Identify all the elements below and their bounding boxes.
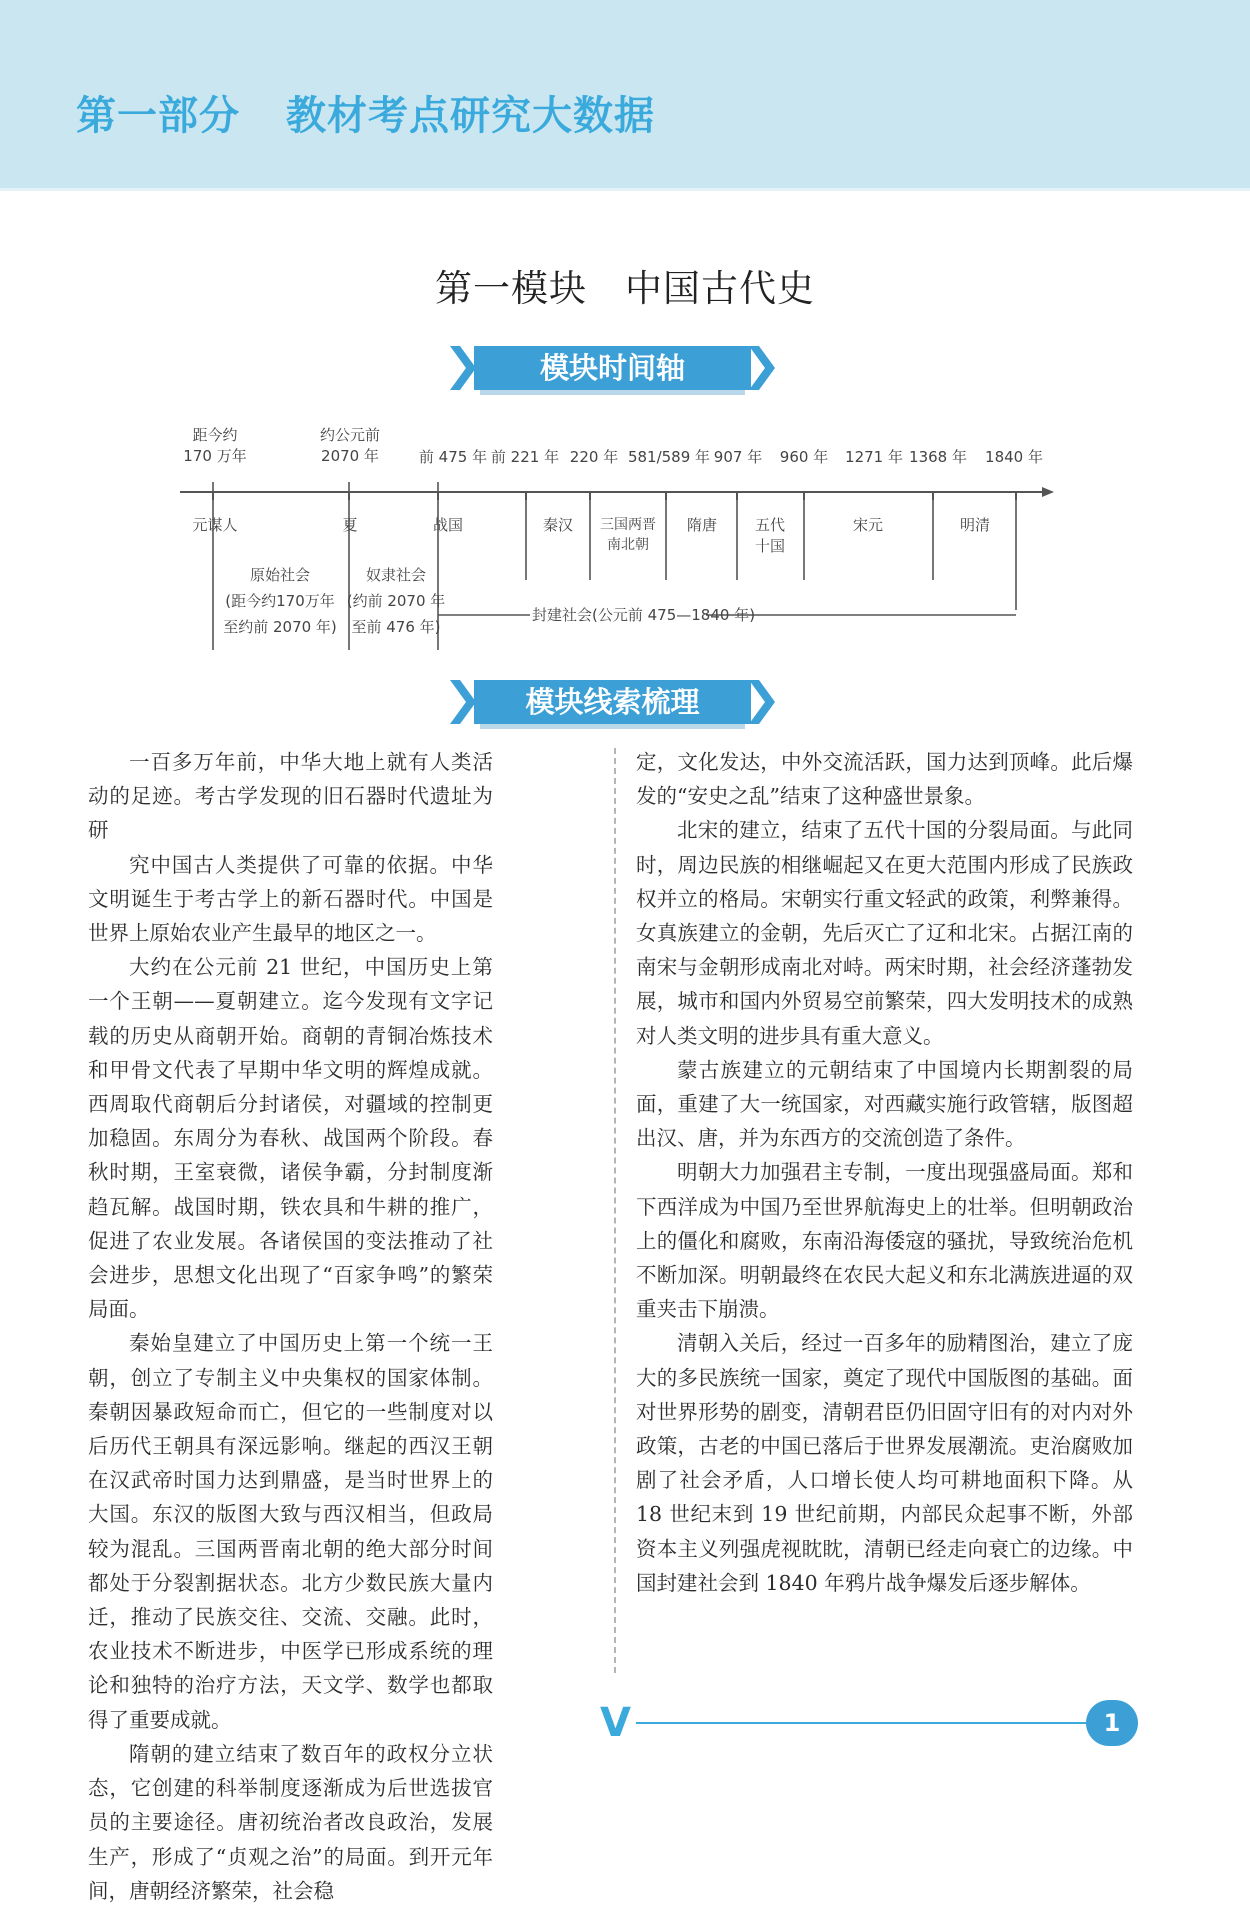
- tl-period-5: 隋唐: [686, 516, 718, 534]
- tl-date-1: 约公元前 2070 年: [319, 426, 381, 465]
- chevron-right-icon: [745, 346, 775, 390]
- tl-range-slave: 奴隶社会 (约前 2070 年 至前 476 年): [346, 566, 446, 636]
- tl-date-5: 581/589 年: [627, 448, 711, 466]
- tl-range-feudal: 封建社会(公元前 475—1840 年): [532, 606, 756, 624]
- tl-date-2: 前 475 年: [418, 448, 488, 466]
- tl-date-7: 960 年: [779, 448, 829, 466]
- left-column: [88, 745, 493, 1908]
- part-label: 第一部分: [76, 93, 240, 139]
- tl-date-4: 220 年: [569, 448, 619, 466]
- timeline-ticks: [213, 492, 1016, 500]
- timeline-banner: [450, 346, 775, 396]
- paragraph: 定，文化发达，中外交流活跃，国力达到顶峰。此后爆发的“安史之乱”结束了这种盛世景象。: [636, 750, 1133, 809]
- tl-date-6: 907 年: [713, 448, 763, 466]
- paragraph: 北宋的建立，结束了五代十国的分裂局面。与此同时，周边民族的相继崛起又在更大范围内形成了民族政权并立的格局。宋朝实行重文轻武的政策，利弊兼得。女真族建立的金朝，先后灭亡了辽和北宋。占据江南的南宋与金朝形成南北对峙。两宋时期，社会经济蓬勃发展，城市和国内外贸易空前繁荣，四大发明技术的成熟对人类文明的进步具有重大意义。: [636, 818, 1133, 1048]
- banner-shadow: [480, 390, 745, 395]
- module-title: 第一模块 中国古代史: [435, 267, 815, 310]
- tl-date-0: 距今约 170 万年: [183, 426, 247, 465]
- part-title: [76, 84, 701, 141]
- chevron-right-icon: [745, 680, 775, 724]
- tl-period-0: 元谋人: [192, 516, 238, 534]
- tl-date-8: 1271 年: [845, 448, 903, 466]
- clues-banner-label: 模块线索梳理: [474, 680, 751, 724]
- column-divider: [614, 748, 616, 1673]
- clues-banner: [450, 680, 775, 730]
- timeline-banner-label: 模块时间轴: [474, 346, 751, 390]
- paragraph: 究中国古人类提供了可靠的依据。中华文明诞生于考古学上的新石器时代。中国是世界上原始农业产生最早的地区之一。: [88, 852, 493, 946]
- tl-date-3: 前 221 年: [490, 448, 560, 466]
- paragraph: 一百多万年前，中华大地上就有人类活动的足迹。考古学发现的旧石器时代遗址为研: [88, 750, 493, 843]
- tl-period-3: 秦汉: [542, 516, 574, 534]
- tl-range-primitive: 原始社会 (距今约170万年 至约前 2070 年): [223, 566, 337, 636]
- header-band: [0, 0, 1250, 188]
- paragraph: 秦始皇建立了中国历史上第一个统一王朝，创立了专制主义中央集权的国家体制。秦朝因暴政短命而亡，但它的一些制度对以后历代王朝具有深远影响。继起的西汉王朝在汉武帝时国力达到鼎盛，是当时世界上的大国。东汉的版图大致与西汉相当，但政局较为混乱。三国两晋南北朝的绝大部分时间都处于分裂割据状态。北方少数民族大量内迁，推动了民族交往、交流、交融。此时，农业技术不断进步，中医学已形成系统的理论和独特的治疗方法，天文学、数学也都取得了重要成就。: [88, 1331, 493, 1732]
- tl-period-6: 五代 十国: [754, 516, 786, 555]
- footer-line: [636, 1722, 1091, 1724]
- paragraph: 蒙古族建立的元朝结束了中国境内长期割裂的局面，重建了大一统国家，对西藏实施行政管辖，版图超出汉、唐，并为东西方的交流创造了条件。: [636, 1057, 1133, 1151]
- header-divider: [0, 188, 1250, 191]
- page-number: 1: [1086, 1700, 1138, 1746]
- tl-period-8: 明清: [959, 516, 991, 534]
- paragraph: 隋朝的建立结束了数百年的政权分立状态，它创建的科举制度逐渐成为后世选拔官员的主要途径。唐初统治者改良政治，发展生产，形成了“贞观之治”的局面。到开元年间，唐朝经济繁荣，社会稳: [88, 1741, 493, 1903]
- tl-date-9: 1368 年: [909, 448, 967, 466]
- paragraph: 清朝入关后，经过一百多年的励精图治，建立了庞大的多民族统一国家，奠定了现代中国版图的基础。面对世界形势的剧变，清朝君臣仍旧固守旧有的对内对外政策，古老的中国已落后于世界发展潮流。吏治腐败加剧了社会矛盾，人口增长使人均可耕地面积下降。从 18 世纪末到 19 世纪前期，内部民众起事不断，外部资本主义列强虎视眈眈，清朝已经走向衰亡的边缘。中国封建社会到 1840 年鸦片战争爆发后逐步解体。: [636, 1331, 1133, 1595]
- timeline: [170, 410, 1070, 670]
- tl-period-2: 战国: [432, 516, 464, 534]
- footer-v-mark: V: [600, 1700, 631, 1746]
- tl-period-1: 夏: [342, 516, 358, 534]
- part-subtitle: 教材考点研究大数据: [286, 93, 655, 139]
- tl-period-4: 三国两晋 南北朝: [600, 517, 656, 553]
- paragraph: 明朝大力加强君主专制，一度出现强盛局面。郑和下西洋成为中国乃至世界航海史上的壮举。但明朝政治上的僵化和腐败，东南沿海倭寇的骚扰，导致统治危机不断加深。明朝最终在农民大起义和东北满族进逼的双重夹击下崩溃。: [636, 1160, 1133, 1322]
- tl-date-10: 1840 年: [985, 448, 1043, 466]
- banner-shadow: [480, 724, 745, 729]
- paragraph: 大约在公元前 21 世纪，中国历史上第一个王朝——夏朝建立。迄今发现有文字记载的历史从商朝开始。商朝的青铜冶炼技术和甲骨文代表了早期中华文明的辉煌成就。西周取代商朝后分封诸侯，对疆域的控制更加稳固。东周分为春秋、战国两个阶段。春秋时期，王室衰微，诸侯争霸，分封制度渐趋瓦解。战国时期，铁农具和牛耕的推广，促进了农业发展。各诸侯国的变法推动了社会进步，思想文化出现了“百家争鸣”的繁荣局面。: [88, 955, 493, 1322]
- right-column: [636, 745, 1133, 1600]
- tl-period-7: 宋元: [852, 516, 884, 534]
